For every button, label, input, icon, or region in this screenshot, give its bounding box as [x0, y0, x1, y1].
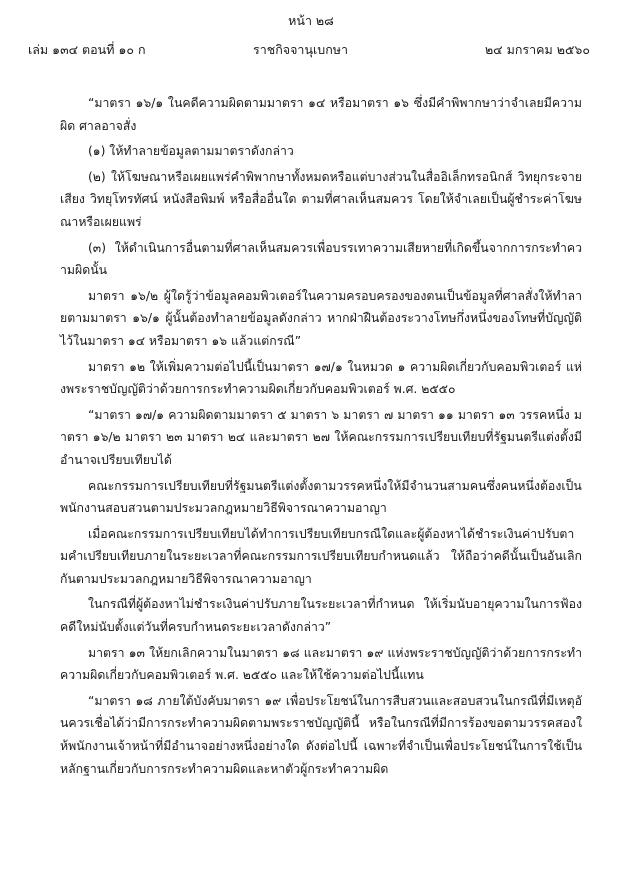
paragraph-section-16-1: “มาตรา ๑๖/๑ ในคดีความผิดตามมาตรา ๑๔ หรือมาตรา ๑๖ ซึ่งมีคำพิพากษาว่าจำเลยมีความผิด ศาลอาจสั่ง	[60, 96, 582, 133]
paragraph-item-1: (๑) ให้ทำลายข้อมูลตามมาตราดังกล่าว	[88, 144, 294, 159]
paragraph-section-17-1: “มาตรา ๑๗/๑ ความผิดตามมาตรา ๕ มาตรา ๖ มาตรา ๗ มาตรา ๑๑ มาตรา ๑๓ วรรคหนึ่ง มาตรา ๑๖/๒ มาตรา ๒๓ มาตรา ๒๔ และมาตรา ๒๗ ให้คณะกรรมการเปรียบเทียบที่รัฐมนตรีแต่งตั้งมีอำนาจเปรียบเทียบได้	[60, 407, 582, 467]
volume-issue: เล่ม ๑๓๔ ตอนที่ ๑๐ ก	[28, 42, 146, 57]
paragraph-settlement: เมื่อคณะกรรมการเปรียบเทียบได้ทำการเปรียบเทียบกรณีใดและผู้ต้องหาได้ชำระเงินค่าปรับตามคำเปรียบเทียบภายในระยะเวลาที่คณะกรรมการเปรียบเทียบกำหนดแล้ว ให้ถือว่าคดีนั้นเป็นอันเลิกกันตามประมวลกฎหมายวิธีพิจารณาความอาญา	[60, 526, 582, 586]
document-body	[60, 92, 582, 783]
paragraph-limitation: ในกรณีที่ผู้ต้องหาไม่ชำระเงินค่าปรับภายในระยะเวลาที่กำหนด ให้เริ่มนับอายุความในการฟ้องคดีใหม่นับตั้งแต่วันที่ครบกำหนดระยะเวลาดังกล่าว”	[60, 597, 582, 635]
paragraph-item-3: (๓) ให้ดำเนินการอื่นตามที่ศาลเห็นสมควรเพื่อบรรเทาความเสียหายที่เกิดขึ้นจากการกระทำความผิดนั้น	[60, 240, 582, 278]
paragraph-section-18: “มาตรา ๑๘ ภายใต้บังคับมาตรา ๑๙ เพื่อประโยชน์ในการสืบสวนและสอบสวนในกรณีที่มีเหตุอันควรเชื่อได้ว่ามีการกระทำความผิดตามพระราชบัญญัตินี้ หรือในกรณีที่มีการร้องขอตามวรรคสองให้พนักงานเจ้าหน้าที่มีอำนาจอย่างหนึ่งอย่างใด ดังต่อไปนี้ เฉพาะที่จำเป็นเพื่อประโยชน์ในการใช้เป็นหลักฐานเกี่ยวกับการกระทำความผิดและหาตัวผู้กระทำความผิด	[60, 693, 582, 776]
publication-date: ๒๔ มกราคม ๒๕๖๐	[484, 42, 590, 57]
paragraph-section-12: มาตรา ๑๒ ให้เพิ่มความต่อไปนี้เป็นมาตรา ๑๗/๑ ในหมวด ๑ ความผิดเกี่ยวกับคอมพิวเตอร์ แห่งพระราชบัญญัติว่าด้วยการกระทำความผิดเกี่ยวกับคอมพิวเตอร์ พ.ศ. ๒๕๕๐	[60, 359, 582, 397]
paragraph-item-2: (๒) ให้โฆษณาหรือเผยแพร่คำพิพากษาทั้งหมดหรือแต่บางส่วนในสื่ออิเล็กทรอนิกส์ วิทยุกระจายเสียง วิทยุโทรทัศน์ หนังสือพิมพ์ หรือสื่ออื่นใด ตามที่ศาลเห็นสมควร โดยให้จำเลยเป็นผู้ชำระค่าโฆษณาหรือเผยแพร่	[60, 169, 582, 229]
gazette-header	[28, 40, 590, 60]
paragraph-committee: คณะกรรมการเปรียบเทียบที่รัฐมนตรีแต่งตั้งตามวรรคหนึ่งให้มีจำนวนสามคนซึ่งคนหนึ่งต้องเป็นพนักงานสอบสวนตามประมวลกฎหมายวิธีพิจารณาความอาญา	[60, 478, 582, 516]
paragraph-section-13: มาตรา ๑๓ ให้ยกเลิกความในมาตรา ๑๘ และมาตรา ๑๙ แห่งพระราชบัญญัติว่าด้วยการกระทำความผิดเกี่ยวกับคอมพิวเตอร์ พ.ศ. ๒๕๕๐ และให้ใช้ความต่อไปนี้แทน	[60, 645, 582, 683]
page-number: หน้า ๒๘	[288, 13, 334, 28]
publication-title: ราชกิจจานุเบกษา	[253, 42, 349, 57]
paragraph-section-16-2: มาตรา ๑๖/๒ ผู้ใดรู้ว่าข้อมูลคอมพิวเตอร์ในความครอบครองของตนเป็นข้อมูลที่ศาลสั่งให้ทำลายตามมาตรา ๑๖/๑ ผู้นั้นต้องทำลายข้อมูลดังกล่าว หากฝ่าฝืนต้องระวางโทษกึ่งหนึ่งของโทษที่บัญญัติไว้ในมาตรา ๑๔ หรือมาตรา ๑๖ แล้วแต่กรณี”	[60, 288, 582, 348]
